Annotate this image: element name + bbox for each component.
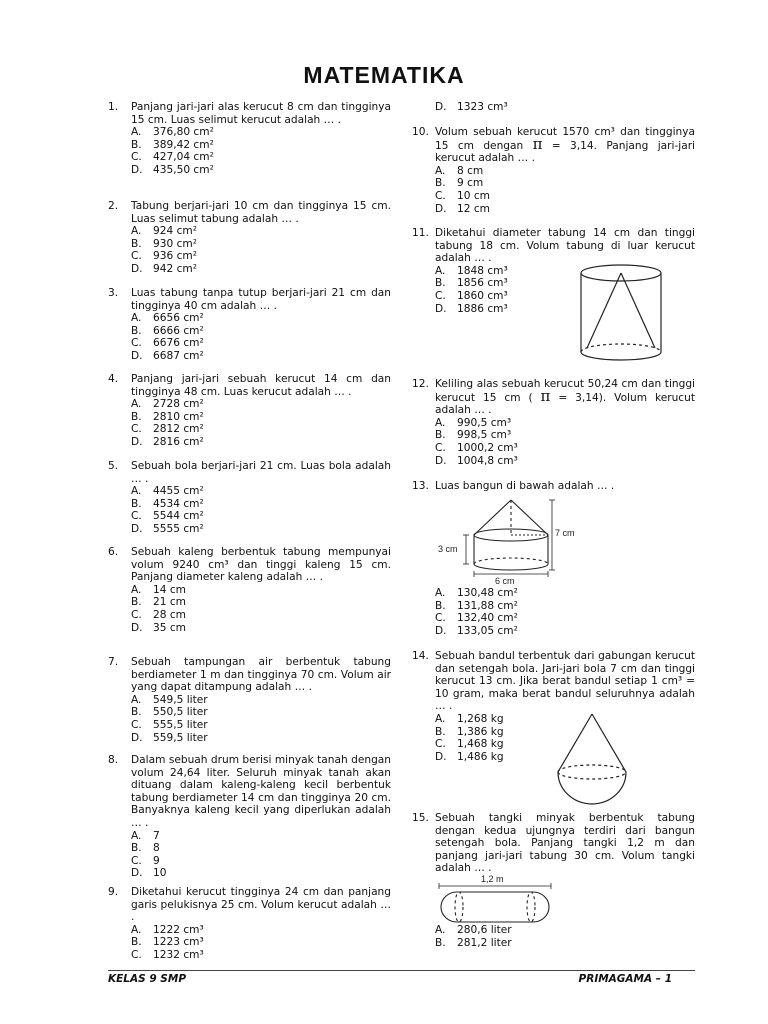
option-b: B. 6666 cm²	[131, 324, 204, 337]
option-d: D. 1,486 kg	[435, 750, 504, 763]
question-7	[108, 656, 391, 744]
question-stem: Diketahui kerucut tingginya 24 cm dan panjang garis pelukisnya 25 cm. Volum kerucut adalah … .	[131, 886, 391, 924]
question-12	[412, 378, 695, 467]
option-a: A. 1848 cm³	[435, 264, 508, 277]
question-3	[108, 287, 391, 363]
question-stem: Sebuah bandul terbentuk dari gabungan kerucut dan setengah bola. Jari-jari bola 7 cm dan tinggi kerucut 13 cm. Jika berat bandul setiap 1 cm³ = 10 gram, maka berat bandul seluruhnya adalah … .	[435, 650, 695, 713]
pi-symbol: π	[540, 386, 551, 405]
question-number: 3.	[108, 287, 119, 299]
page-title: MATEMATIKA	[303, 62, 465, 88]
option-d: D. 942 cm²	[131, 262, 197, 275]
question-stem: Tabung berjari-jari 10 cm dan tingginya 15 cm. Luas selimut tabung adalah … .	[131, 200, 391, 225]
option-c: C. 10 cm	[435, 189, 490, 202]
question-stem: Dalam sebuah drum berisi minyak tanah dengan volum 24,64 liter. Seluruh minyak tanah akan dituang dalam kaleng-kaleng kecil berbentuk tabung berdiameter 14 cm dan tingginya 20 cm. Banyaknya kaleng kecil yang diperlukan adalah … .	[131, 754, 391, 829]
option-b: B. 9 cm	[435, 177, 484, 190]
question-number: 12.	[412, 378, 429, 390]
question-stem: Volum sebuah kerucut 1570 cm³ dan tingginya 15 cm dengan π = 3,14. Panjang jari-jari kerucut adalah … .	[435, 126, 695, 165]
option-d: D. 5555 cm²	[131, 522, 204, 535]
pi-symbol: π	[532, 134, 543, 153]
question-15-options	[412, 924, 695, 949]
question-stem: Sebuah kaleng berbentuk tabung mempunyai volum 9240 cm³ dan tinggi kaleng 15 cm. Panjang diameter kaleng adalah … .	[131, 546, 391, 584]
option-c: C. 5544 cm²	[131, 510, 204, 523]
option-d: D. 1004,8 cm³	[435, 454, 518, 467]
length-label: 1,2 m	[481, 874, 504, 884]
option-a: A. 376,80 cm²	[131, 126, 214, 139]
question-4	[108, 373, 391, 449]
option-b: B. 998,5 cm³	[435, 429, 512, 442]
option-d: D. 6687 cm²	[131, 349, 204, 362]
pendulum-figure	[552, 710, 632, 808]
option-c: C. 1860 cm³	[435, 289, 508, 302]
option-d: D. 435,50 cm²	[131, 163, 214, 176]
option-d: D. 2816 cm²	[131, 435, 204, 448]
option-c: C. 555,5 liter	[131, 718, 208, 731]
question-13-options	[412, 587, 695, 637]
option-b: B. 1223 cm³	[131, 936, 204, 949]
option-c: C. 28 cm	[131, 608, 186, 621]
option-c: C. 1232 cm³	[131, 948, 204, 961]
option-c: C. 2812 cm²	[131, 423, 204, 436]
question-stem: Luas bangun di bawah adalah … .	[435, 480, 615, 492]
option-a: A. 1222 cm³	[131, 923, 204, 936]
question-15	[412, 812, 695, 875]
option-a: A. 280,6 liter	[435, 924, 512, 936]
question-number: 1.	[108, 101, 119, 113]
cone-on-cylinder-figure	[434, 494, 584, 586]
option-c: C. 9	[131, 854, 160, 867]
cylinder-height-label: 3 cm	[438, 544, 458, 554]
option-b: B. 21 cm	[131, 596, 186, 609]
option-a: A. 6656 cm²	[131, 312, 204, 325]
tank-figure	[435, 872, 557, 924]
question-9-continued	[412, 101, 695, 114]
option-c: C. 427,04 cm²	[131, 151, 214, 164]
question-stem: Sebuah tampungan air berbentuk tabung berdiameter 1 m dan tingginya 70 cm. Volum air yang dapat ditampung adalah … .	[131, 656, 391, 694]
option-b: B. 8	[131, 842, 160, 855]
question-6	[108, 546, 391, 634]
footer-divider	[108, 970, 695, 971]
option-a: A. 8 cm	[435, 164, 484, 177]
question-number: 14.	[412, 650, 429, 662]
question-stem: Panjang jari-jari sebuah kerucut 14 cm dan tingginya 48 cm. Luas kerucut adalah … .	[131, 373, 391, 398]
option-b: B. 1,386 kg	[435, 725, 504, 738]
question-5	[108, 460, 391, 536]
option-c: C. 1,468 kg	[435, 738, 504, 751]
question-stem: Luas tabung tanpa tutup berjari-jari 21 cm dan tingginya 40 cm adalah … .	[131, 287, 391, 312]
option-b: B. 550,5 liter	[131, 706, 208, 719]
option-a: A. 990,5 cm³	[435, 416, 512, 429]
option-a: A. 924 cm²	[131, 225, 197, 238]
option-d: D. 559,5 liter	[131, 731, 208, 744]
question-number: 6.	[108, 546, 119, 558]
height-label: 7 cm	[555, 528, 575, 538]
option-b: B. 281,2 liter	[435, 936, 512, 949]
option-d: D. 1886 cm³	[435, 302, 508, 315]
option-d: D. 35 cm	[131, 621, 186, 634]
option-b: B. 131,88 cm²	[435, 599, 518, 612]
option-d: D. 133,05 cm²	[435, 624, 518, 637]
question-8	[108, 754, 391, 880]
option-b: B. 930 cm²	[131, 237, 197, 250]
question-number: 10.	[412, 126, 429, 138]
question-9	[108, 886, 391, 962]
footer-right: PRIMAGAMA – 1	[578, 973, 672, 985]
question-number: 15.	[412, 812, 429, 824]
option-d: D. 12 cm	[435, 202, 490, 215]
question-1	[108, 101, 391, 177]
option-d: D. 1323 cm³	[435, 101, 508, 113]
question-13	[412, 480, 695, 493]
question-stem: Diketahui diameter tabung 14 cm dan tinggi tabung 18 cm. Volum tabung di luar kerucut adalah … .	[435, 227, 695, 265]
option-c: C. 6676 cm²	[131, 337, 204, 350]
cone-in-cylinder-figure	[575, 262, 669, 366]
option-b: B. 389,42 cm²	[131, 138, 214, 151]
question-number: 13.	[412, 480, 429, 492]
question-number: 9.	[108, 886, 119, 898]
option-a: A. 4455 cm²	[131, 485, 204, 498]
question-stem: Sebuah bola berjari-jari 21 cm. Luas bola adalah … .	[131, 460, 391, 485]
question-number: 11.	[412, 227, 429, 239]
width-label: 6 cm	[495, 576, 515, 586]
question-stem: Sebuah tangki minyak berbentuk tabung dengan kedua ujungnya terdiri dari bangun setengah bola. Panjang tangki 1,2 m dan panjang jari-jari tabung 30 cm. Volum tangki adalah … .	[435, 812, 695, 875]
footer-left: KELAS 9 SMP	[108, 973, 187, 985]
option-a: A. 14 cm	[131, 583, 186, 596]
question-number: 7.	[108, 656, 119, 668]
option-d: D. 10	[131, 867, 167, 880]
option-a: A. 1,268 kg	[435, 712, 504, 725]
question-2	[108, 200, 391, 276]
option-b: B. 4534 cm²	[131, 497, 204, 510]
option-a: A. 130,48 cm²	[435, 587, 518, 599]
question-10	[412, 126, 695, 215]
question-stem: Panjang jari-jari alas kerucut 8 cm dan tingginya 15 cm. Luas selimut kerucut adalah … .	[131, 101, 391, 126]
question-stem: Keliling alas sebuah kerucut 50,24 cm dan tinggi kerucut 15 cm ( π = 3,14). Volum kerucut adalah … .	[435, 378, 696, 417]
option-c: C. 936 cm²	[131, 250, 197, 263]
option-a: A. 7	[131, 829, 160, 842]
question-number: 8.	[108, 754, 119, 766]
option-c: C. 132,40 cm²	[435, 612, 518, 625]
question-number: 2.	[108, 200, 119, 212]
option-a: A. 2728 cm²	[131, 398, 204, 411]
option-c: C. 1000,2 cm³	[435, 441, 518, 454]
option-b: B. 2810 cm²	[131, 410, 204, 423]
option-a: A. 549,5 liter	[131, 693, 208, 706]
question-number: 5.	[108, 460, 119, 472]
option-b: B. 1856 cm³	[435, 277, 508, 290]
question-number: 4.	[108, 373, 119, 385]
